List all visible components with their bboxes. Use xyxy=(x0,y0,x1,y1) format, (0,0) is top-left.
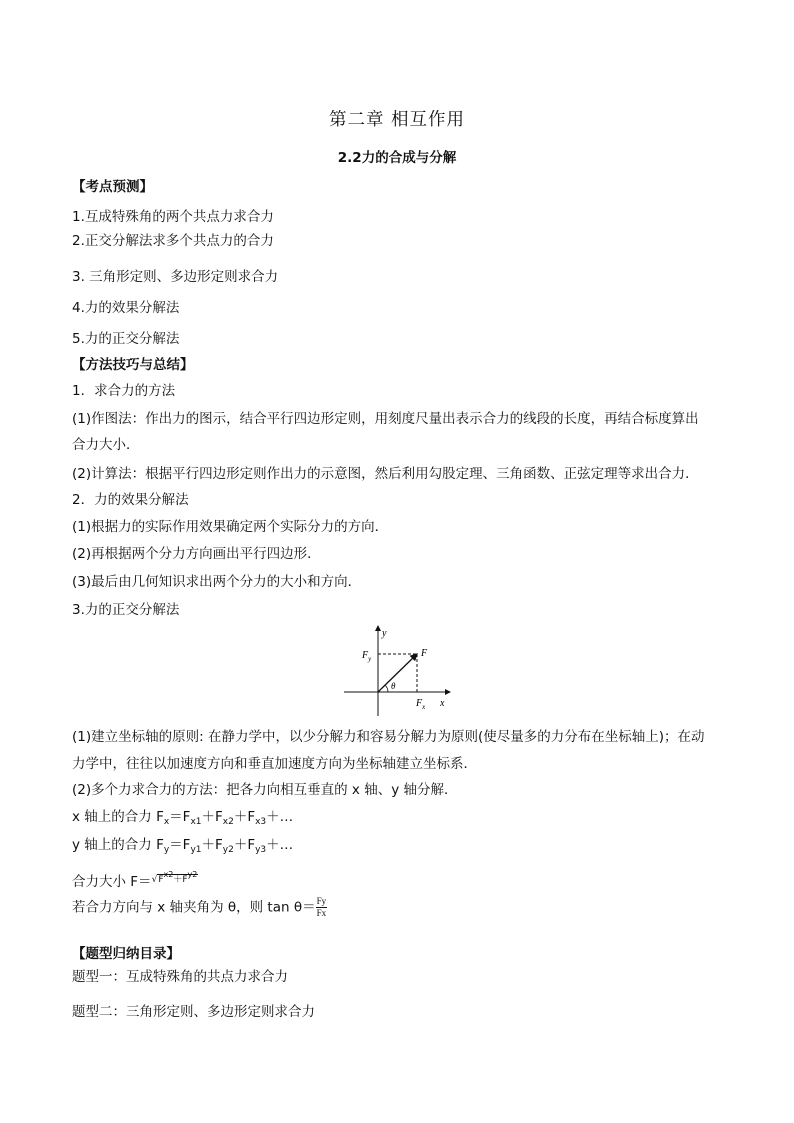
method-paragraph: 力学中，往往以加速度方向和垂直加速度方向为坐标轴建立坐标系． xyxy=(72,756,477,772)
x-axis-label: x xyxy=(440,698,445,709)
exam-point-item: 3. 三角形定则、多边形定则求合力 xyxy=(72,269,279,285)
exam-point-item: 4.力的效果分解法 xyxy=(72,300,180,316)
question-type-item: 题型一：互成特殊角的共点力求合力 xyxy=(72,969,288,985)
method-paragraph: (2)计算法：根据平行四边形定则作出力的示意图，然后利用勾股定理、三角函数、正弦定理等求出合力． xyxy=(72,466,699,482)
fx-label: $F_x$ xyxy=(416,698,426,711)
fy-label: $F_y$ xyxy=(362,650,372,663)
method-paragraph: (2)多个力求合力的方法：把各力向相互垂直的 x 轴、y 轴分解． xyxy=(72,782,458,798)
methods-heading: 【方法技巧与总结】 xyxy=(72,357,194,373)
exam-point-item: 1.互成特殊角的两个共点力求合力 xyxy=(72,209,274,225)
section-title: 2.2力的合成与分解 xyxy=(337,150,457,166)
exam-point-item: 2.正交分解法求多个共点力的合力 xyxy=(72,233,274,249)
force-decomposition-diagram xyxy=(336,620,466,720)
method-paragraph: (1)建立坐标轴的原则: 在静力学中，以少分解力和容易分解力为原则(使尽量多的力分布在坐标轴上)；在动 xyxy=(72,729,705,745)
exam-point-item: 5.力的正交分解法 xyxy=(72,331,180,347)
question-type-item: 题型二：三角形定则、多边形定则求合力 xyxy=(72,1004,315,1020)
fy-formula: y 轴上的合力 $F_y=F_{y1}+F_{y2}+F_{y3}+\dots$ xyxy=(72,837,294,855)
method-section-heading: 3.力的正交分解法 xyxy=(72,602,180,618)
angle-label: θ xyxy=(391,681,396,691)
y-axis-label: y xyxy=(382,628,387,639)
chapter-title: 第二章 相互作用 xyxy=(328,110,466,130)
method-section-heading: 1．求合力的方法 xyxy=(72,383,176,399)
angle-arc xyxy=(385,685,388,692)
exam-points-heading: 【考点预测】 xyxy=(72,179,153,195)
fx-formula: x 轴上的合力 $F_x=F_{x1}+F_{x2}+F_{x3}+\dots$ xyxy=(72,809,294,827)
method-paragraph: (1)作图法：作出力的图示，结合平行四边形定则，用刻度尺量出表示合力的线段的长度，再结合标度算出 xyxy=(72,411,699,427)
method-paragraph: 合力大小． xyxy=(72,437,140,453)
method-paragraph: (3)最后由几何知识求出两个分力的大小和方向． xyxy=(72,574,362,590)
method-section-heading: 2．力的效果分解法 xyxy=(72,492,189,508)
resultant-formula: 合力大小 $F=√F^{x2}+F^{y2}$ xyxy=(72,870,198,890)
question-types-heading: 【题型归纳目录】 xyxy=(72,946,180,962)
force-label: F xyxy=(421,648,428,659)
method-paragraph: (1)根据力的实际作用效果确定两个实际分力的方向． xyxy=(72,519,389,535)
method-paragraph: (2)再根据两个分力方向画出平行四边形． xyxy=(72,546,321,562)
force-vector xyxy=(378,654,417,692)
angle-formula: 若合力方向与 x 轴夹角为 θ，则 tan θ＝ $\frac{Fy}{Fx}$ xyxy=(72,896,327,918)
